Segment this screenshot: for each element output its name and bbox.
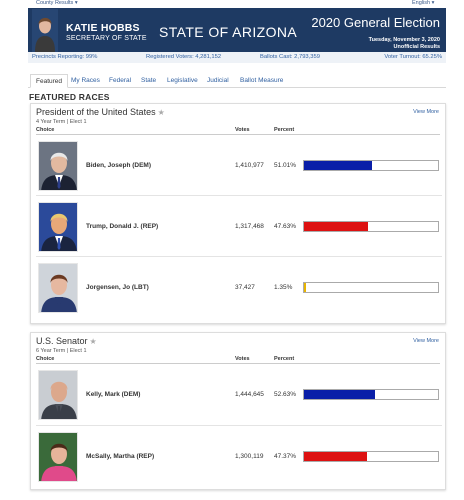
candidate-photo: [38, 141, 78, 191]
race-term: 4 Year Term | Elect 1: [36, 119, 87, 125]
tab-ballot-measure[interactable]: Ballot Measure: [240, 77, 284, 84]
tab-state[interactable]: State: [141, 77, 157, 84]
section-title: FEATURED RACES: [29, 92, 110, 102]
race-term: 6 Year Term | Elect 1: [36, 348, 87, 354]
vote-share-fill: [304, 390, 375, 399]
ballots-cast: Ballots Cast: 2,793,359: [260, 54, 320, 60]
race-tabs: [28, 72, 446, 88]
candidate-name: Biden, Joseph (DEM): [86, 161, 152, 169]
candidate-row: [31, 196, 447, 257]
tab-featured[interactable]: Featured: [30, 74, 68, 88]
candidate-portrait: [39, 203, 78, 252]
race-title: President of the United States ★: [36, 107, 165, 117]
vote-share-bar: [303, 451, 439, 462]
candidate-photo: [38, 263, 78, 313]
candidate-name: Kelly, Mark (DEM): [86, 391, 141, 398]
view-more-link[interactable]: View More: [413, 338, 439, 344]
tab-federal[interactable]: Federal: [109, 77, 132, 84]
candidate-votes: 1,300,119: [235, 453, 264, 460]
candidate-row: [31, 135, 447, 196]
election-date: Tuesday, November 3, 2020: [368, 37, 440, 43]
column-choice: Choice: [36, 356, 55, 362]
precincts-reporting: Precincts Reporting: 99%: [32, 54, 98, 60]
view-more-link[interactable]: View More: [413, 109, 439, 115]
candidate-photo: [38, 370, 78, 420]
candidate-votes: 1,410,977: [235, 161, 264, 169]
tab-judicial[interactable]: Judicial: [207, 77, 229, 84]
star-icon[interactable]: ★: [157, 108, 165, 117]
header-banner: [28, 8, 446, 52]
vote-share-bar: [303, 160, 439, 171]
election-title: 2020 General Election: [311, 15, 440, 30]
race-title: U.S. Senator ★: [36, 336, 97, 346]
column-votes: Votes: [235, 356, 250, 362]
vote-share-bar: [303, 221, 439, 232]
star-icon[interactable]: ★: [89, 337, 97, 346]
candidate-percent: 51.01%: [274, 161, 297, 169]
secretary-name: KATIE HOBBS: [66, 22, 140, 34]
candidate-row: [31, 257, 447, 318]
candidate-portrait: [39, 142, 78, 191]
secretary-office: SECRETARY OF STATE: [66, 35, 147, 42]
vote-share-fill: [304, 452, 367, 461]
race-card-senator: [30, 332, 446, 490]
registered-voters: Registered Voters: 4,281,152: [146, 54, 222, 60]
vote-share-fill: [304, 161, 372, 170]
candidate-name: Trump, Donald J. (REP): [86, 222, 159, 230]
secretary-portrait: [32, 9, 58, 52]
stats-bar: [28, 52, 446, 63]
column-votes: Votes: [235, 127, 250, 133]
tab-my-races[interactable]: My Races: [71, 77, 100, 84]
candidate-portrait: [39, 264, 78, 313]
candidate-photo: [38, 432, 78, 482]
state-title: STATE OF ARIZONA: [159, 24, 298, 40]
candidate-photo: [38, 202, 78, 252]
tab-legislative[interactable]: Legislative: [167, 77, 198, 84]
candidate-row: [31, 364, 447, 426]
vote-share-bar: [303, 282, 439, 293]
column-percent: Percent: [274, 127, 295, 133]
vote-share-fill: [304, 283, 306, 292]
column-choice: Choice: [36, 127, 55, 133]
candidate-votes: 1,317,468: [235, 222, 264, 230]
results-status: Unofficial Results: [393, 44, 440, 50]
candidate-votes: 37,427: [235, 283, 255, 291]
candidate-row: [31, 426, 447, 488]
candidate-portrait: [39, 433, 78, 482]
candidate-percent: 1.35%: [274, 283, 293, 291]
race-card-president: [30, 103, 446, 324]
candidate-votes: 1,444,645: [235, 391, 264, 398]
candidate-percent: 52.63%: [274, 391, 297, 398]
vote-share-fill: [304, 222, 368, 231]
candidate-name: Jorgensen, Jo (LBT): [86, 283, 149, 291]
column-percent: Percent: [274, 356, 295, 362]
language-dropdown[interactable]: English ▾: [412, 0, 435, 6]
top-bar: [0, 0, 464, 8]
candidate-portrait: [39, 371, 78, 420]
voter-turnout: Voter Turnout: 65.25%: [384, 54, 442, 60]
county-results-dropdown[interactable]: County Results ▾: [36, 0, 78, 6]
candidate-name: McSally, Martha (REP): [86, 453, 155, 460]
candidate-percent: 47.37%: [274, 453, 297, 460]
vote-share-bar: [303, 389, 439, 400]
candidate-percent: 47.63%: [274, 222, 297, 230]
